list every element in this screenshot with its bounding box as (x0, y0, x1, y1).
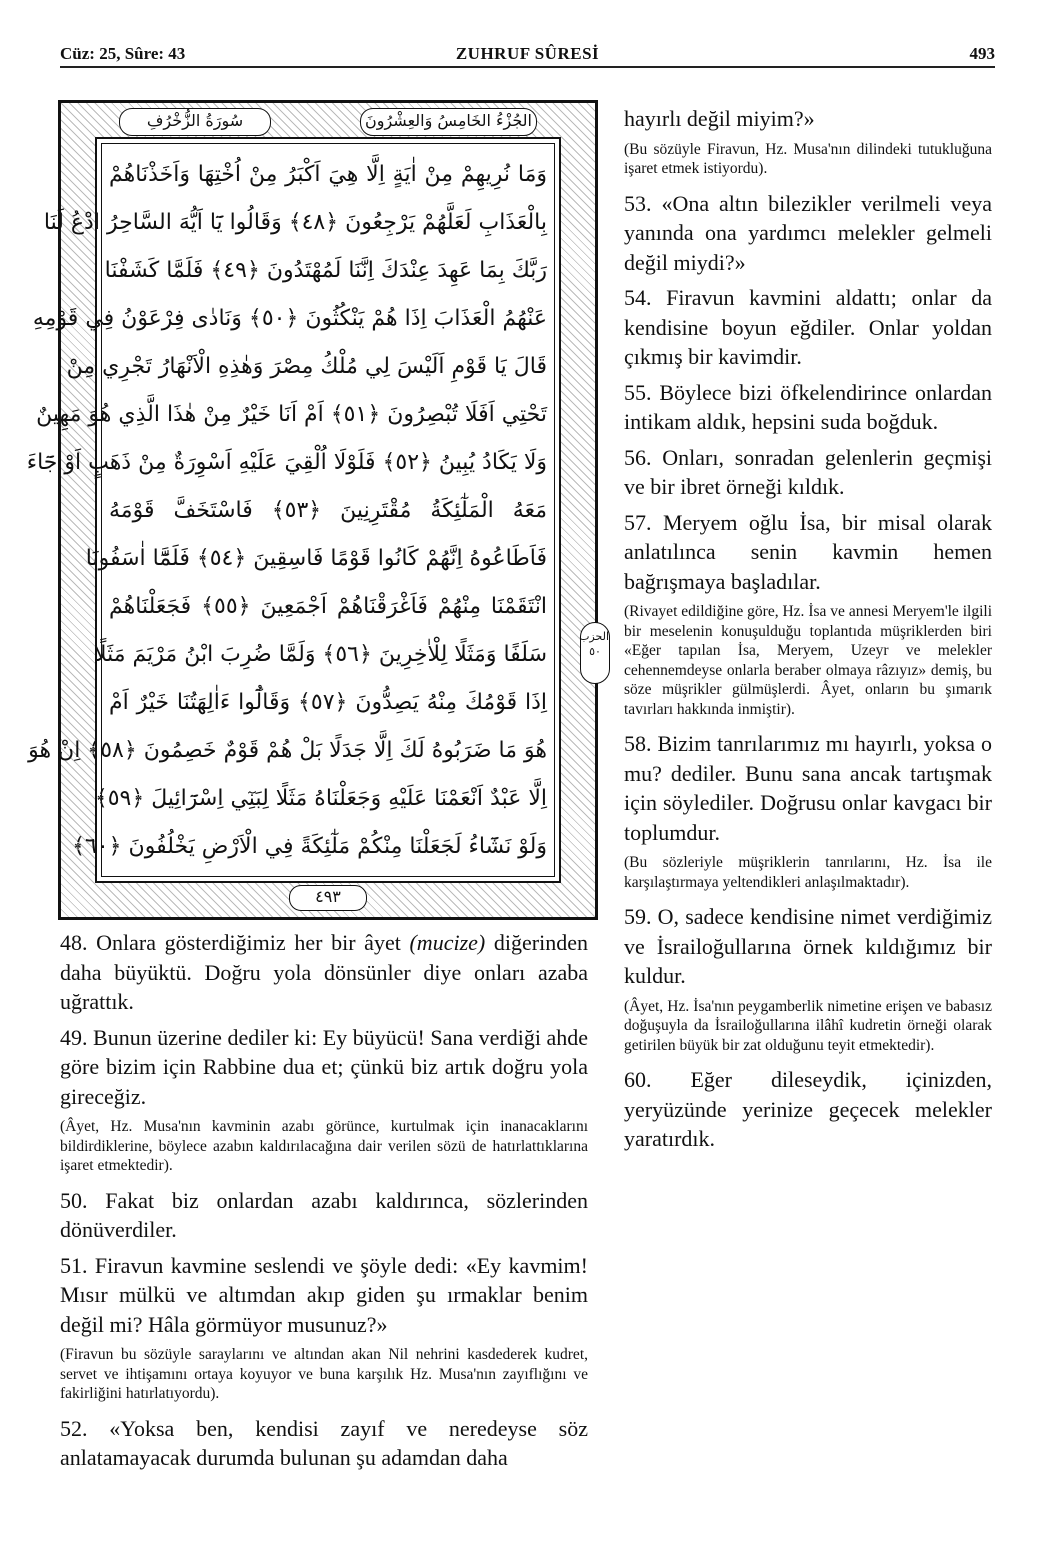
arabic-line: هُوَ مَا ضَرَبُوهُ لَكَ اِلَّا جَدَلًا بَلْ هُمْ قَوْمٌ خَصِمُونَ ﴿٥٨﴾ اِنْ هُوَ (28, 738, 547, 763)
note-57: (Rivayet edildiğine göre, Hz. İsa ve annesi Meryem'le ilgili bir meselenin konuşulduğu toplantıda müşriklerden biri «Eğer tapılan İsa, Meryem, Uzeyr ve melekler cehennemdeyse onlarla beraber olmaya râzıyız» demiş, bu söze müşrikler gülmüşlerdi. Âyet, onların bu şımarık tavırları hakkında inmiştir). (624, 603, 992, 718)
left-translation-column (60, 928, 588, 1479)
arabic-line: اِذَا قَوْمُكَ مِنْهُ يَصِدُّونَ ﴿٥٧﴾ وَقَالُٓوا ءَاٰلِهَتُنَا خَيْرٌ اَمْ (109, 690, 548, 715)
surah-title: ZUHRUF SÛRESİ (455, 44, 600, 63)
arabic-line: بِالْعَذَابِ لَعَلَّهُمْ يَرْجِعُونَ ﴿٤٨﴾ وَقَالُوا يَٓا اَيُّهَ السَّاحِرُ ادْعُ لَنَا (43, 210, 547, 235)
mushaf-text-area (26, 137, 561, 883)
arabic-line: رَبَّكَ بِمَا عَهِدَ عِنْدَكَ اِنَّنَا لَمُهْتَدُونَ ﴿٤٩﴾ فَلَمَّا كَشَفْنَا (104, 258, 547, 283)
header-rule (60, 66, 995, 68)
arabic-line: وَلَا يَكَادُ يُبِينُ ﴿٥٢﴾ فَلَوْلَا اُلْقِيَ عَلَيْهِ اَسْوِرَةٌ مِنْ ذَهَبٍ اَوْ جَٓاءَ (26, 450, 547, 475)
hizb-marker: الحزب ٥٠ (580, 622, 610, 684)
arabic-line: وَمَا نُرِيهِمْ مِنْ اٰيَةٍ اِلَّا هِيَ اَكْبَرُ مِنْ اُخْتِهَا وَاَخَذْنَاهُمْ (109, 162, 547, 187)
verse-51: 51. Firavun kavmine seslendi ve şöyle dedi: «Ey kavmim! Mısır mülkü ve altımdan akıp giden şu ırmaklar benim değil mi? Hâla görmüyor musunuz?» (60, 1252, 588, 1337)
verse-49: 49. Bunun üzerine dediler ki: Ey büyücü! Sana verdiği ahde göre bizim için Rabbine dua et; çünkü biz artık doğru yola gireceğiz. (60, 1024, 588, 1109)
arabic-line: عَنْهُمُ الْعَذَابَ اِذَا هُمْ يَنْكُثُونَ ﴿٥٠﴾ وَنَادٰى فِرْعَوْنُ فِي قَوْمِهِ (32, 306, 547, 331)
note-58: (Bu sözleriyle müşriklerin tanrılarını, Hz. İsa ile karşılaştırmaya yeltendikleri anlaşılmaktadır). (624, 854, 992, 891)
verse-52: 52. «Yoksa ben, kendisi zayıf ve neredeyse söz anlatamayacak durumda bulunan şu adamdan daha (60, 1415, 588, 1470)
arabic-line: فَاَطَاعُوهُ اِنَّهُمْ كَانُوا قَوْمًا فَاسِقِينَ ﴿٥٤﴾ فَلَمَّٓا اٰسَفُونَا (85, 546, 547, 571)
verse-56: 56. Onları, sonradan gelenlerin geçmişi ve bir ibret örneği kıldık. (624, 444, 992, 499)
arabic-line: اِلَّا عَبْدٌ اَنْعَمْنَا عَلَيْهِ وَجَعَلْنَاهُ مَثَلًا لِبَنِٓي اِسْرَٓائِيلَ ﴿٥٩﴾ (94, 786, 547, 811)
right-translation-column (624, 104, 992, 1160)
verse-48: 48. Onlara gösterdiğimiz her bir âyet (mucize) diğerinden daha büyüktü. Doğru yola dönsünler diye onları azaba uğrattık. (60, 930, 588, 1014)
verse-53: 53. «Ona altın bilezikler verilmeli veya yanında ona yardımcı melekler gelmeli değil miydi?» (624, 190, 992, 275)
verse-58: 58. Bizim tanrılarımız mı hayırlı, yoksa o mu? dediler. Bunu sana ancak tartışmak için söylediler. Doğrusu onlar kavgacı bir toplumdur. (624, 731, 992, 845)
note-51: (Firavun bu sözüyle saraylarını ve altından akan Nil nehrini kasdederek kudret, servet ve ihtişamını ortaya koyuyor ve buna karşılık Hz. Musa'nın zayıflığını ve fakirliğini hatırlatıyordu). (60, 1346, 588, 1402)
note-59: (Âyet, Hz. İsa'nın peygamberlik nimetine erişen ve babasız doğuşuyla da İsrailoğullarına ilâhî kudretin örneği olarak getirilen büyük bir zat olduğunu teyit etmektedir). (624, 997, 992, 1054)
note-49: (Âyet, Hz. Musa'nın kavminin azabı görünce, kurtulmak için inanacaklarını bildirdiklerine, böylece azabın kaldırılacağına dair verilen sözü de hatırlattıklarına işaret etmektedir). (60, 1118, 588, 1174)
mushaf-page-badge: ٤٩٣ (289, 885, 367, 911)
verse-54: 54. Firavun kavmini aldattı; onlar da kendisine boyun eğdiler. Onlar yoldan çıkmış bir kavimdir. (624, 285, 992, 369)
verse-55: 55. Böylece bizi öfkelendirince onlardan intikam aldık, hepsini suda boğduk. (624, 379, 992, 434)
verse-59: 59. O, sadece kendisine nimet verdiğimiz ve İsrailoğullarına örnek kıldığımız bir kuldur. (624, 904, 992, 988)
arabic-line: تَحْتِي اَفَلَا تُبْصِرُونَ ﴿٥١﴾ اَمْ اَنَا خَيْرٌ مِنْ هٰذَا الَّذِي هُوَ مَهِينٌ (36, 402, 547, 427)
verse-57: 57. Meryem oğlu İsa, bir misal olarak anlatılınca senin kavmin hemen bağrışmaya başladılar. (624, 509, 992, 594)
page-number: 493 (969, 44, 995, 63)
juz-cartouche: الجُزْءُ الخَامِسُ وَالعِشْرُونَ (360, 108, 537, 136)
verse-60: 60. Eğer dileseydik, içinizden, yeryüzünde yerinize geçecek melekler yaratırdık. (624, 1067, 992, 1151)
arabic-line: قَالَ يَا قَوْمِ اَلَيْسَ لِي مُلْكُ مِصْرَ وَهٰذِهِ الْاَنْهَارُ تَجْرِي مِنْ (66, 354, 547, 379)
arabic-lines (26, 151, 548, 869)
verse-52-continued: hayırlı değil miyim?» (624, 106, 815, 131)
arabic-line: وَلَوْ نَشَٓاءُ لَجَعَلْنَا مِنْكُمْ مَلٰٓئِكَةً فِي الْاَرْضِ يَخْلُفُونَ ﴿٦٠﴾ (72, 834, 547, 859)
arabic-line: مَعَهُ الْمَلٰٓئِكَةُ مُقْتَرِنِينَ ﴿٥٣﴾ فَاسْتَخَفَّ قَوْمَهُ (109, 498, 547, 523)
note-52: (Bu sözüyle Firavun, Hz. Musa'nın dilindeki tutukluğuna işaret etmek istiyordu). (624, 140, 992, 177)
surah-cartouche: سُورَةُ الزُّخْرُفِ (119, 108, 271, 136)
verse-48-italic: (mucize) (409, 930, 486, 955)
verse-50: 50. Fakat biz onlardan azabı kaldırınca, sözlerinden dönüverdiler. (60, 1187, 588, 1242)
arabic-line: انْتَقَمْنَا مِنْهُمْ فَاَغْرَقْنَاهُمْ اَجْمَعِينَ ﴿٥٥﴾ فَجَعَلْنَاهُمْ (109, 594, 547, 619)
mushaf-page-frame (26, 100, 598, 920)
juz-surah-label: Cüz: 25, Sûre: 43 (60, 44, 186, 63)
arabic-line: سَلَفًا وَمَثَلًا لِلْاٰخِرِينَ ﴿٥٦﴾ وَلَمَّا ضُرِبَ ابْنُ مَرْيَمَ مَثَلًا (93, 642, 547, 667)
